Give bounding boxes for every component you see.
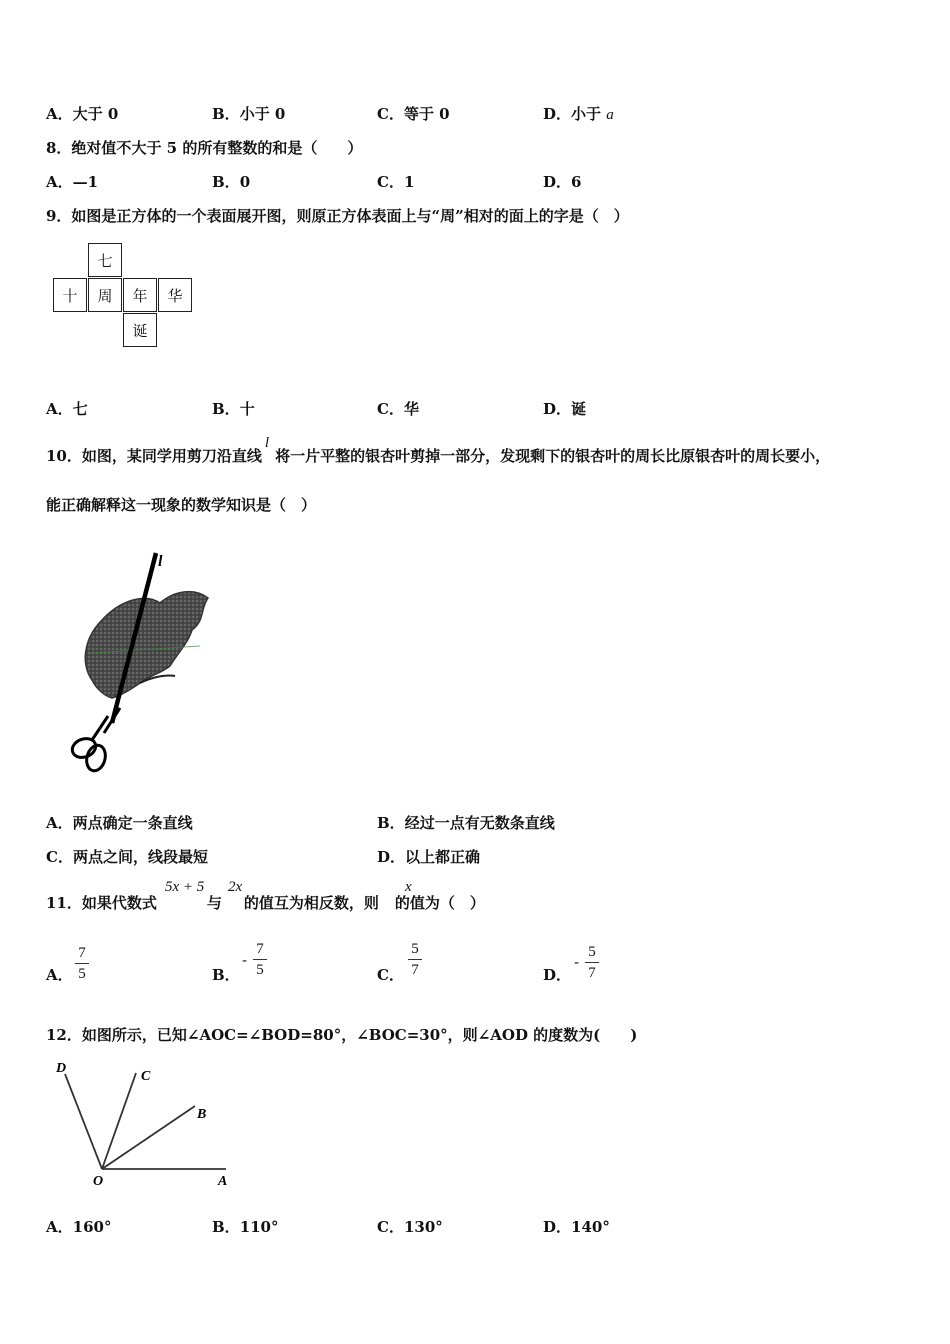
angle-figure (50, 1058, 240, 1188)
expression-2x: 2x (228, 879, 243, 895)
net-cell-4: 华 (158, 278, 192, 312)
net-cell-2: 周 (88, 278, 122, 312)
question-12: 12．如图所示，已知∠AOC=∠BOD=80°，∠BOC=30°，则∠AOD 的度数为( ) (46, 1026, 638, 1044)
option-label: A． (46, 400, 73, 418)
q12-option-a (46, 1216, 111, 1237)
numerator: 5 (588, 944, 596, 960)
option-text: 两点确定一条直线 (72, 814, 193, 832)
q11-option-a-fraction (75, 944, 89, 983)
ginkgo-scissors-figure (60, 548, 220, 778)
q8-option-c (377, 171, 414, 192)
option-label: A． (46, 814, 73, 832)
option-label: B． (212, 105, 240, 123)
numerator: 7 (78, 945, 86, 961)
denominator: 5 (256, 962, 264, 978)
q11-option-d-minus: - (574, 953, 580, 971)
option-text: 130° (403, 1218, 443, 1236)
variable-l: l (264, 435, 270, 451)
q10-option-c (46, 846, 208, 867)
option-label: D． (543, 173, 572, 191)
label-a: A (218, 1174, 228, 1188)
option-label: A． (46, 1218, 73, 1236)
q7-option-a (46, 103, 118, 124)
option-label: A． (46, 105, 73, 123)
question-9: 9．如图是正方体的一个表面展开图，则原正方体表面上与“周”相对的面上的字是（ ） (46, 207, 629, 225)
denominator: 5 (78, 966, 86, 982)
fraction-bar (75, 963, 89, 964)
label-o: O (93, 1174, 104, 1188)
q12-option-c (377, 1216, 443, 1237)
numerator: 5 (411, 941, 419, 957)
q7-option-d (543, 103, 614, 124)
net-cell-1: 十 (53, 278, 87, 312)
option-label: C． (377, 105, 404, 123)
option-text: 经过一点有无数条直线 (404, 814, 555, 832)
option-label: B． (212, 173, 240, 191)
fraction-bar (253, 959, 267, 960)
option-text: 140° (571, 1218, 610, 1236)
option-text: 以上都正确 (405, 848, 481, 866)
question-10-line-1 (46, 435, 831, 466)
q11-option-a-label: A． (46, 966, 73, 984)
fraction-bar (408, 959, 422, 960)
option-text: —1 (72, 173, 99, 191)
q10-text-before: 10．如图，某同学用剪刀沿直线 (46, 447, 262, 465)
option-label: D． (543, 400, 572, 418)
net-cell-bottom: 诞 (123, 313, 157, 347)
denominator: 7 (411, 962, 419, 978)
option-label: C． (377, 400, 404, 418)
option-text: 1 (403, 173, 415, 191)
variable-x: x (405, 879, 412, 895)
question-8: 8．绝对值不大于 5 的所有整数的和是（ ） (46, 139, 363, 157)
q8-option-a (46, 171, 98, 192)
q11-text-c: 的值互为相反数，则 (243, 894, 379, 912)
q11-option-d-label: D． (543, 966, 572, 984)
option-text: 大于 0 (72, 105, 119, 123)
option-text: 华 (403, 400, 419, 418)
q10-text-after: 将一片平整的银杏叶剪掉一部分，发现剩下的银杏叶的周长比原银杏叶的周长要小， (275, 447, 831, 465)
option-label: B． (377, 814, 405, 832)
line-label-l: l (158, 553, 163, 570)
option-text: 十 (239, 400, 255, 418)
option-label: D． (543, 105, 572, 123)
option-label: A． (46, 173, 73, 191)
question-10-line-2: 能正确解释这一现象的数学知识是（ ） (46, 496, 317, 514)
ray-oc (102, 1073, 136, 1169)
question-11 (46, 892, 485, 913)
numerator: 7 (256, 941, 264, 957)
fraction-bar (585, 962, 599, 963)
option-text: 等于 0 (403, 105, 450, 123)
option-label: B． (212, 400, 240, 418)
q10-option-d (377, 846, 480, 867)
option-text: 0 (239, 173, 251, 191)
label-c: C (141, 1069, 151, 1084)
q8-option-d (543, 171, 581, 192)
option-text: 小于 (571, 105, 607, 123)
q10-option-b (377, 812, 555, 833)
q11-option-d-fraction (585, 943, 599, 982)
q11-option-b-minus: - (242, 951, 248, 969)
q9-option-b (212, 398, 255, 419)
expression-5x-plus-5: 5x + 5 (165, 879, 205, 895)
q7-option-b (212, 103, 285, 124)
option-label: B． (212, 1218, 240, 1236)
q7-option-c (377, 103, 450, 124)
q11-option-c-fraction (408, 940, 422, 979)
option-label: C． (377, 1218, 404, 1236)
q11-option-b-label: B． (212, 966, 240, 984)
label-b: B (197, 1107, 207, 1122)
q11-text-d: 的值为（ ） (394, 894, 485, 912)
option-text: 110° (239, 1218, 279, 1236)
net-cell-3: 年 (123, 278, 157, 312)
q11-option-b-fraction (253, 940, 267, 979)
option-text: 160° (72, 1218, 112, 1236)
q11-text-a: 11．如果代数式 (46, 894, 157, 912)
option-label: C． (46, 848, 73, 866)
option-label: C． (377, 173, 404, 191)
q8-option-b (212, 171, 250, 192)
denominator: 7 (588, 965, 596, 981)
q9-option-a (46, 398, 88, 419)
ginkgo-leaf-shape (85, 592, 208, 698)
label-d: D (56, 1061, 67, 1076)
option-label: D． (543, 1218, 572, 1236)
variable-a: a (606, 107, 614, 123)
q11-option-c-label: C． (377, 966, 404, 984)
q9-option-c (377, 398, 419, 419)
option-text: 两点之间，线段最短 (72, 848, 208, 866)
q10-option-a (46, 812, 193, 833)
ray-od (65, 1074, 102, 1169)
option-label: D． (377, 848, 406, 866)
q12-option-b (212, 1216, 279, 1237)
q9-option-d (543, 398, 586, 419)
option-text: 诞 (571, 400, 587, 418)
q12-option-d (543, 1216, 610, 1237)
option-text: 七 (72, 400, 88, 418)
ray-ob (102, 1106, 195, 1169)
option-text: 6 (571, 173, 582, 191)
q11-text-b: 与 (206, 894, 222, 912)
option-text: 小于 0 (239, 105, 286, 123)
net-cell-top: 七 (88, 243, 122, 277)
